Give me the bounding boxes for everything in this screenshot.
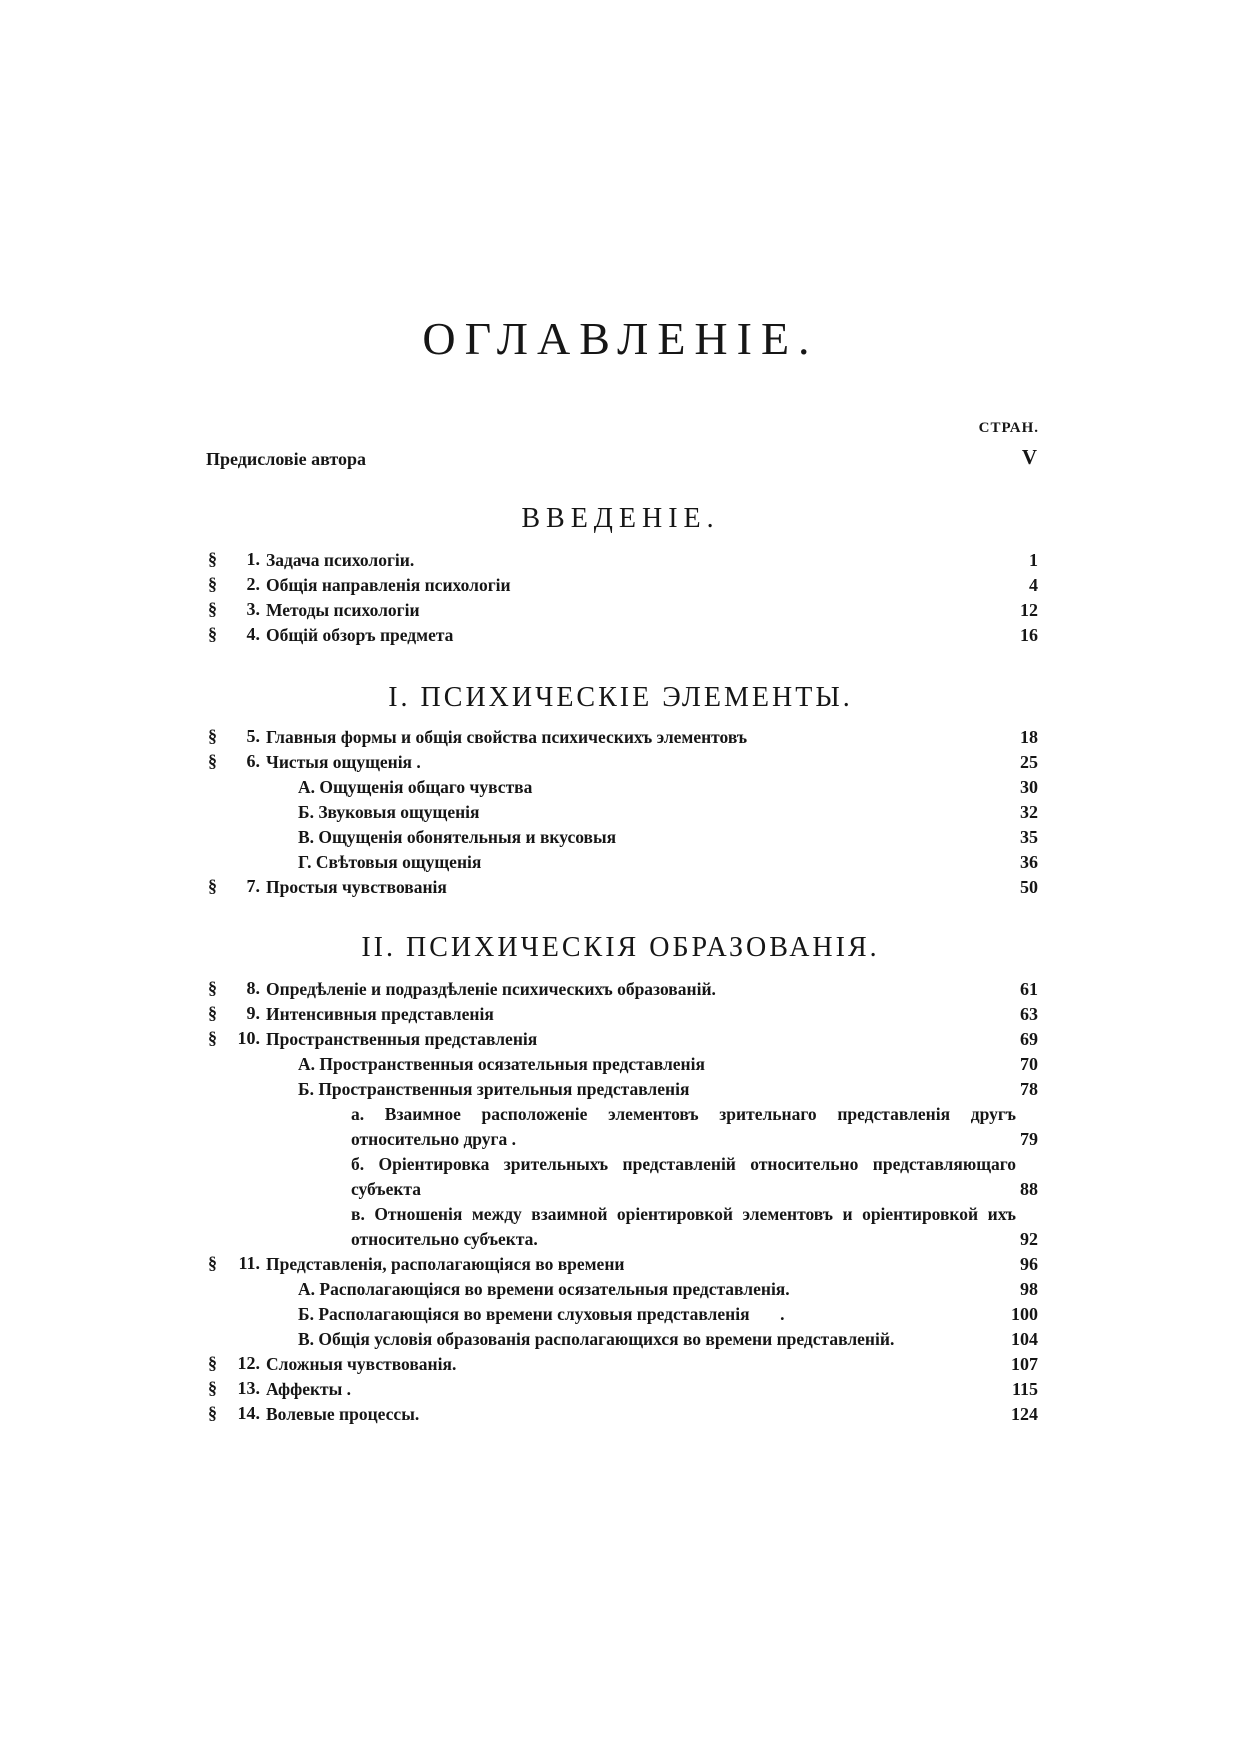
- toc-entry-label: Интенсивныя представленія: [266, 1004, 494, 1024]
- toc-entry-page: 50: [1020, 877, 1038, 897]
- toc-entry-number: 1.: [246, 549, 260, 569]
- toc-entry[interactable]: [208, 548, 1038, 573]
- section-sign: §: [208, 1253, 217, 1273]
- section-sign: §: [208, 1353, 217, 1373]
- toc-entry-label: Опредѣленіе и подраздѣленіе психическихъ образованій.: [266, 979, 716, 999]
- toc-entry-number: 4.: [246, 624, 260, 644]
- toc-entry[interactable]: [208, 598, 1038, 623]
- toc-entry-page: 70: [1020, 1054, 1038, 1074]
- toc-entry-page: 16: [1020, 625, 1038, 645]
- toc-entry-number: 2.: [246, 574, 260, 594]
- toc-subsubentry[interactable]: [208, 1102, 1038, 1152]
- toc-entry-number: 10.: [237, 1028, 260, 1048]
- toc-entry-page: 88: [1020, 1179, 1038, 1199]
- toc-entry-label: В. Общія условія образованія располагающихся во времени представленій.: [298, 1329, 895, 1349]
- section-sign: §: [208, 1378, 217, 1398]
- toc-subentry[interactable]: [208, 800, 1038, 825]
- toc-entry-page: 107: [1011, 1354, 1038, 1374]
- toc-entry-page: 79: [1020, 1129, 1038, 1149]
- section-sign: §: [208, 549, 217, 569]
- toc-entry-label: А. Располагающіяся во времени осязательныя представленія.: [298, 1279, 790, 1299]
- toc-entry-label: Сложныя чувствованія.: [266, 1354, 457, 1374]
- toc-entry-page: 35: [1020, 827, 1038, 847]
- toc-subentry[interactable]: [208, 850, 1038, 875]
- toc-entry-label: Общія направленія психологіи: [266, 575, 511, 595]
- section-sign: §: [208, 1003, 217, 1023]
- toc-entry-label: Пространственныя представленія: [266, 1029, 538, 1049]
- section-heading-psychic-formations: II. ПСИХИЧЕСКІЯ ОБРАЗОВАНІЯ.: [361, 932, 880, 963]
- toc-entry-page: 78: [1020, 1079, 1038, 1099]
- toc-list-psychic-elements: [208, 725, 1038, 900]
- toc-entry-page: 104: [1011, 1329, 1038, 1349]
- toc-entry-label: Предисловіе автора: [206, 449, 366, 469]
- toc-subentry[interactable]: [208, 1302, 1038, 1327]
- toc-entry-label: в. Отношенія между взаимной оріентировкой элементовъ и оріентировкой ихъ относительно субъекта.: [351, 1204, 1016, 1249]
- toc-entry-label: б. Оріентировка зрительныхъ представленій относительно представляющаго субъекта: [351, 1154, 1016, 1199]
- section-sign: §: [208, 751, 217, 771]
- section-sign: §: [208, 1028, 217, 1048]
- toc-entry-number: 13.: [237, 1378, 260, 1398]
- toc-entry-label: Б. Располагающіяся во времени слуховыя представленія .: [298, 1304, 785, 1324]
- section-sign: §: [208, 574, 217, 594]
- toc-entry-number: 3.: [246, 599, 260, 619]
- toc-entry-page: 1: [1029, 550, 1038, 570]
- toc-entry[interactable]: [208, 573, 1038, 598]
- toc-entry-page: 12: [1020, 600, 1038, 620]
- toc-entry[interactable]: [208, 623, 1038, 648]
- toc-entry-label: Представленія, располагающіяся во времени: [266, 1254, 625, 1274]
- section-heading-introduction: ВВЕДЕНІЕ.: [521, 503, 720, 534]
- toc-entry-label: А. Пространственныя осязательныя представленія: [298, 1054, 705, 1074]
- toc-entry-page: 25: [1020, 752, 1038, 772]
- toc-entry[interactable]: [208, 1252, 1038, 1277]
- toc-entry[interactable]: [208, 875, 1038, 900]
- toc-subentry[interactable]: [208, 1077, 1038, 1102]
- toc-entry-label: Простыя чувствованія: [266, 877, 447, 897]
- section-sign: §: [208, 1403, 217, 1423]
- section-sign: §: [208, 978, 217, 998]
- toc-entry[interactable]: [208, 725, 1038, 750]
- toc-entry[interactable]: [208, 1377, 1038, 1402]
- toc-entry[interactable]: [208, 1002, 1038, 1027]
- section-sign: §: [208, 726, 217, 746]
- section-sign: §: [208, 624, 217, 644]
- toc-entry[interactable]: [208, 1352, 1038, 1377]
- toc-entry-page: 100: [1011, 1304, 1038, 1324]
- toc-entry-page: 61: [1020, 979, 1038, 999]
- toc-entry-page: 4: [1029, 575, 1038, 595]
- toc-entry[interactable]: [208, 1402, 1038, 1427]
- toc-entry-label: А. Ощущенія общаго чувства: [298, 777, 533, 797]
- section-sign: §: [208, 599, 217, 619]
- toc-entry-label: Аффекты .: [266, 1379, 352, 1399]
- toc-entry-label: Волевые процессы.: [266, 1404, 420, 1424]
- toc-entry-page: 18: [1020, 727, 1038, 747]
- toc-entry-label: Общій обзоръ предмета: [266, 625, 454, 645]
- page-column-header: СТРАН.: [978, 420, 1039, 436]
- toc-entry-label: В. Ощущенія обонятельныя и вкусовыя: [298, 827, 617, 847]
- toc-subentry[interactable]: [208, 775, 1038, 800]
- toc-entry-label: Г. Свѣтовыя ощущенія: [298, 852, 482, 872]
- toc-subentry[interactable]: [208, 1052, 1038, 1077]
- toc-list-introduction: [208, 548, 1038, 648]
- page-title: ОГЛАВЛЕНІЕ.: [422, 313, 819, 364]
- toc-entry[interactable]: [208, 1027, 1038, 1052]
- toc-entry-page: 69: [1020, 1029, 1038, 1049]
- toc-entry-label: Главныя формы и общія свойства психическихъ элементовъ: [266, 727, 748, 747]
- toc-list-psychic-formations: [208, 977, 1038, 1427]
- toc-entry-preface[interactable]: [206, 444, 1037, 472]
- toc-entry-number: 7.: [246, 876, 260, 896]
- toc-entry-number: 11.: [238, 1253, 260, 1273]
- section-sign: §: [208, 876, 217, 896]
- toc-entry-page: 32: [1020, 802, 1038, 822]
- toc-entry-number: 14.: [237, 1403, 260, 1423]
- toc-entry-number: 5.: [246, 726, 260, 746]
- toc-entry-label: Б. Звуковыя ощущенія: [298, 802, 480, 822]
- toc-entry-number: 12.: [237, 1353, 260, 1373]
- toc-entry-page: 92: [1020, 1229, 1038, 1249]
- toc-entry-label: Б. Пространственныя зрительныя представленія: [298, 1079, 690, 1099]
- toc-entry-page: V: [1021, 445, 1037, 469]
- toc-entry-page: 30: [1020, 777, 1038, 797]
- toc-entry-label: Методы психологіи: [266, 600, 420, 620]
- toc-entry-label: а. Взаимное расположеніе элементовъ зрительнаго представленія другъ относительно друга .: [351, 1104, 1016, 1149]
- toc-entry-label: Задача психологіи.: [266, 550, 415, 570]
- toc-entry-number: 6.: [246, 751, 260, 771]
- toc-entry-page: 96: [1020, 1254, 1038, 1274]
- toc-entry-label: Чистыя ощущенія .: [266, 752, 421, 772]
- toc-entry-page: 98: [1020, 1279, 1038, 1299]
- toc-entry-number: 9.: [246, 1003, 260, 1023]
- toc-entry[interactable]: [208, 750, 1038, 775]
- toc-entry-page: 36: [1020, 852, 1038, 872]
- section-heading-psychic-elements: I. ПСИХИЧЕСКІЕ ЭЛЕМЕНТЫ.: [388, 682, 853, 713]
- toc-entry-page: 63: [1020, 1004, 1038, 1024]
- toc-subentry[interactable]: [208, 825, 1038, 850]
- toc-subentry[interactable]: [208, 1277, 1038, 1302]
- toc-entry[interactable]: [208, 977, 1038, 1002]
- toc-entry-page: 124: [1011, 1404, 1038, 1424]
- toc-entry-page: 115: [1011, 1379, 1038, 1399]
- toc-subsubentry[interactable]: [208, 1152, 1038, 1202]
- toc-subentry[interactable]: [208, 1327, 1038, 1352]
- toc-entry-number: 8.: [246, 978, 260, 998]
- toc-subsubentry[interactable]: [208, 1202, 1038, 1252]
